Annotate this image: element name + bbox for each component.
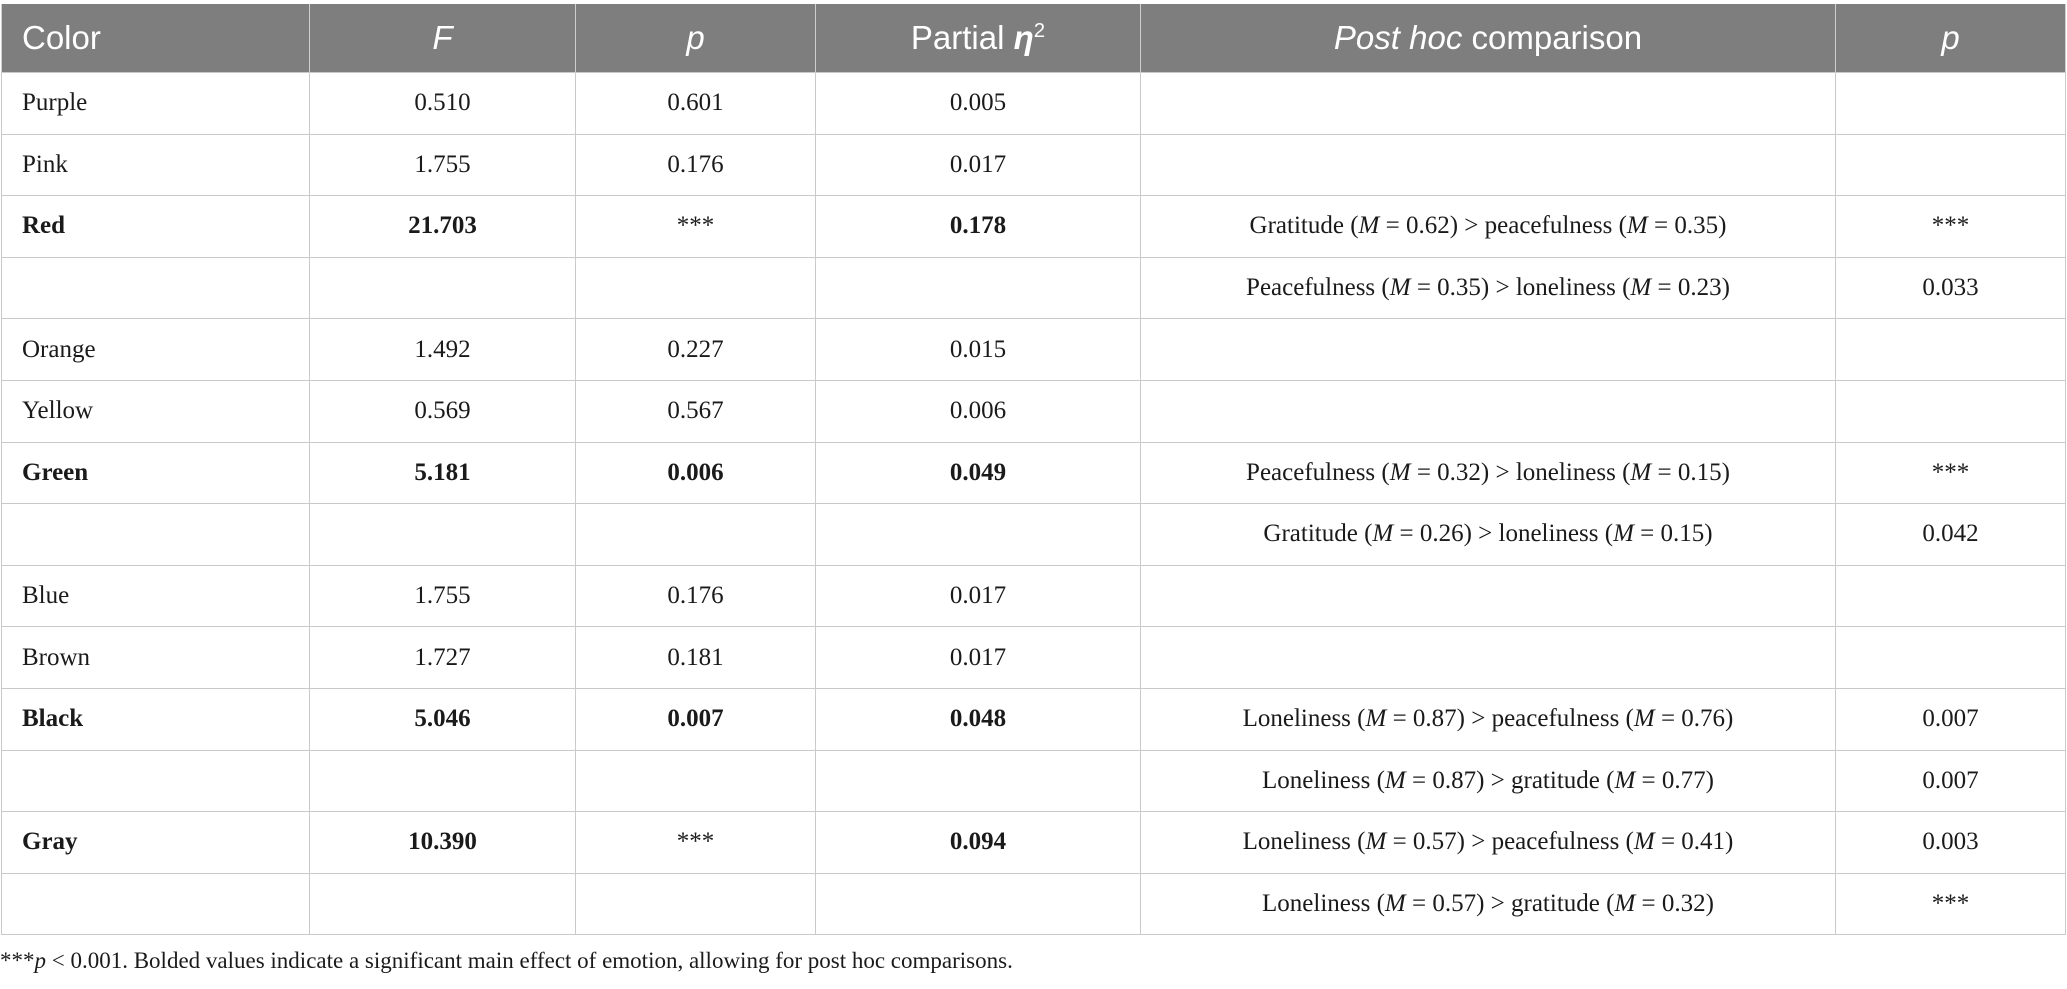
cell-p: 0.176 xyxy=(576,565,816,627)
comparison-part: M xyxy=(1626,212,1648,240)
comparison-part: M xyxy=(1633,705,1655,733)
cell-posthoc-comparison xyxy=(1141,380,1836,442)
cell-f xyxy=(310,873,576,935)
comparison-part: = 0.15) xyxy=(1651,458,1730,486)
comparison-part: = 0.32) xyxy=(1635,890,1714,918)
comparison-part: = 0.35) xyxy=(1647,212,1727,240)
cell-p: 0.567 xyxy=(576,380,816,442)
comparison-part: = 0.62) > peacefulness ( xyxy=(1379,212,1627,240)
cell-color xyxy=(2,750,310,812)
comparison-part: = 0.41) xyxy=(1654,828,1734,856)
cell-posthoc-comparison xyxy=(1141,73,1836,135)
cell-p2 xyxy=(1836,73,2066,135)
cell-partial-eta: 0.015 xyxy=(816,319,1141,381)
cell-f: 0.569 xyxy=(310,380,576,442)
cell-color: Brown xyxy=(2,627,310,689)
anova-table xyxy=(1,4,2066,935)
cell-posthoc-comparison xyxy=(1141,442,1836,504)
cell-color: Yellow xyxy=(2,380,310,442)
cell-partial-eta: 0.048 xyxy=(816,688,1141,750)
header-p: p xyxy=(576,4,816,73)
cell-f: 1.492 xyxy=(310,319,576,381)
cell-partial-eta: 0.094 xyxy=(816,812,1141,874)
footnote-p: p xyxy=(34,948,46,973)
comparison-part: M xyxy=(1613,520,1634,548)
comparison-part: = 0.15) xyxy=(1633,520,1713,548)
cell-color: Blue xyxy=(2,565,310,627)
cell-p: 0.181 xyxy=(576,627,816,689)
cell-posthoc-comparison xyxy=(1141,319,1836,381)
comparison-part: Loneliness ( xyxy=(1242,705,1366,733)
cell-p: 0.601 xyxy=(576,73,816,135)
table-row xyxy=(2,627,2066,689)
cell-partial-eta xyxy=(816,504,1141,566)
table-row xyxy=(2,688,2066,750)
cell-p xyxy=(576,257,816,319)
cell-f: 1.727 xyxy=(310,627,576,689)
cell-color: Gray xyxy=(2,812,310,874)
table-row xyxy=(2,873,2066,935)
comparison-part: M xyxy=(1389,274,1411,302)
header-posthoc-italic: Post hoc xyxy=(1333,19,1463,56)
cell-p: 0.227 xyxy=(576,319,816,381)
comparison-part: = 0.23) xyxy=(1651,274,1730,302)
cell-f xyxy=(310,257,576,319)
cell-f: 5.181 xyxy=(310,442,576,504)
cell-p2: *** xyxy=(1836,873,2066,935)
header-row xyxy=(2,4,2066,73)
table-body xyxy=(2,73,2066,935)
comparison-part: Peacefulness ( xyxy=(1246,274,1390,302)
cell-p2 xyxy=(1836,627,2066,689)
cell-partial-eta xyxy=(816,873,1141,935)
table-row xyxy=(2,812,2066,874)
cell-p2 xyxy=(1836,134,2066,196)
cell-p xyxy=(576,873,816,935)
cell-partial-eta xyxy=(816,257,1141,319)
cell-color xyxy=(2,257,310,319)
cell-posthoc-comparison xyxy=(1141,134,1836,196)
cell-partial-eta: 0.049 xyxy=(816,442,1141,504)
header-f: F xyxy=(310,4,576,73)
comparison-part: = 0.26) > loneliness ( xyxy=(1393,520,1614,548)
table-row xyxy=(2,319,2066,381)
comparison-part: M xyxy=(1614,890,1636,918)
cell-posthoc-comparison xyxy=(1141,257,1836,319)
table-row xyxy=(2,257,2066,319)
cell-partial-eta: 0.006 xyxy=(816,380,1141,442)
comparison-part: M xyxy=(1630,274,1652,302)
cell-color: Black xyxy=(2,688,310,750)
cell-color: Purple xyxy=(2,73,310,135)
comparison-part: = 0.57) > gratitude ( xyxy=(1405,890,1615,918)
footnote-stars: *** xyxy=(0,948,35,973)
cell-p2: 0.007 xyxy=(1836,688,2066,750)
cell-color: Green xyxy=(2,442,310,504)
cell-color: Orange xyxy=(2,319,310,381)
cell-f: 5.046 xyxy=(310,688,576,750)
cell-p xyxy=(576,504,816,566)
table-row xyxy=(2,73,2066,135)
cell-posthoc-comparison xyxy=(1141,873,1836,935)
header-posthoc xyxy=(1141,4,1836,73)
header-posthoc-rest: comparison xyxy=(1462,19,1643,56)
cell-f: 0.510 xyxy=(310,73,576,135)
cell-p2: *** xyxy=(1836,442,2066,504)
comparison-part: = 0.32) > loneliness ( xyxy=(1410,458,1631,486)
cell-f: 1.755 xyxy=(310,134,576,196)
header-eta-symbol: η xyxy=(1013,19,1034,56)
cell-f: 21.703 xyxy=(310,196,576,258)
cell-partial-eta: 0.005 xyxy=(816,73,1141,135)
comparison-part: = 0.87) > gratitude ( xyxy=(1405,766,1615,794)
cell-p: 0.006 xyxy=(576,442,816,504)
cell-color: Red xyxy=(2,196,310,258)
cell-partial-eta xyxy=(816,750,1141,812)
footnote-text: < 0.001. Bolded values indicate a significant main effect of emotion, allowing for post hoc comparisons. xyxy=(46,948,1013,973)
comparison-part: = 0.87) > peacefulness ( xyxy=(1386,705,1634,733)
comparison-part: M xyxy=(1630,458,1652,486)
header-p2: p xyxy=(1836,4,2066,73)
cell-f xyxy=(310,750,576,812)
cell-p: *** xyxy=(576,812,816,874)
table-row xyxy=(2,196,2066,258)
table-footnote xyxy=(0,948,1013,974)
comparison-part: M xyxy=(1365,828,1387,856)
cell-p xyxy=(576,750,816,812)
cell-partial-eta: 0.017 xyxy=(816,565,1141,627)
cell-posthoc-comparison xyxy=(1141,812,1836,874)
comparison-part: Loneliness ( xyxy=(1242,828,1366,856)
comparison-part: Peacefulness ( xyxy=(1246,458,1390,486)
cell-partial-eta: 0.017 xyxy=(816,134,1141,196)
comparison-part: Loneliness ( xyxy=(1262,890,1385,918)
comparison-part: M xyxy=(1372,520,1394,548)
comparison-part: = 0.35) > loneliness ( xyxy=(1410,274,1631,302)
comparison-part: M xyxy=(1384,890,1406,918)
table-row xyxy=(2,504,2066,566)
table-header xyxy=(2,4,2066,73)
cell-p: 0.007 xyxy=(576,688,816,750)
cell-p2 xyxy=(1836,565,2066,627)
comparison-part: M xyxy=(1384,766,1406,794)
cell-p2: 0.033 xyxy=(1836,257,2066,319)
table-row xyxy=(2,565,2066,627)
cell-posthoc-comparison xyxy=(1141,504,1836,566)
cell-p2: 0.003 xyxy=(1836,812,2066,874)
cell-partial-eta: 0.178 xyxy=(816,196,1141,258)
cell-f: 1.755 xyxy=(310,565,576,627)
comparison-part: = 0.77) xyxy=(1635,766,1714,794)
header-eta-sup: 2 xyxy=(1033,19,1046,42)
table-row xyxy=(2,134,2066,196)
cell-p2 xyxy=(1836,319,2066,381)
comparison-part: = 0.57) > peacefulness ( xyxy=(1386,828,1634,856)
comparison-part: M xyxy=(1614,766,1636,794)
cell-posthoc-comparison xyxy=(1141,196,1836,258)
cell-f xyxy=(310,504,576,566)
cell-color xyxy=(2,504,310,566)
cell-p2: *** xyxy=(1836,196,2066,258)
comparison-part: = 0.76) xyxy=(1654,705,1734,733)
comparison-part: Gratitude ( xyxy=(1249,212,1359,240)
cell-posthoc-comparison xyxy=(1141,688,1836,750)
table-row xyxy=(2,442,2066,504)
cell-posthoc-comparison xyxy=(1141,750,1836,812)
cell-p2 xyxy=(1836,380,2066,442)
cell-posthoc-comparison xyxy=(1141,627,1836,689)
comparison-part: M xyxy=(1389,458,1411,486)
cell-p: *** xyxy=(576,196,816,258)
cell-p: 0.176 xyxy=(576,134,816,196)
table-row xyxy=(2,380,2066,442)
cell-p2: 0.042 xyxy=(1836,504,2066,566)
comparison-part: M xyxy=(1633,828,1655,856)
comparison-part: Loneliness ( xyxy=(1262,766,1385,794)
cell-color xyxy=(2,873,310,935)
comparison-part: M xyxy=(1365,705,1387,733)
cell-posthoc-comparison xyxy=(1141,565,1836,627)
header-partial-eta xyxy=(816,4,1141,73)
comparison-part: M xyxy=(1358,212,1380,240)
header-partial-eta-text: Partial xyxy=(910,19,1014,56)
cell-f: 10.390 xyxy=(310,812,576,874)
cell-color: Pink xyxy=(2,134,310,196)
table-row xyxy=(2,750,2066,812)
header-color: Color xyxy=(2,4,310,73)
cell-partial-eta: 0.017 xyxy=(816,627,1141,689)
cell-p2: 0.007 xyxy=(1836,750,2066,812)
comparison-part: Gratitude ( xyxy=(1263,520,1373,548)
